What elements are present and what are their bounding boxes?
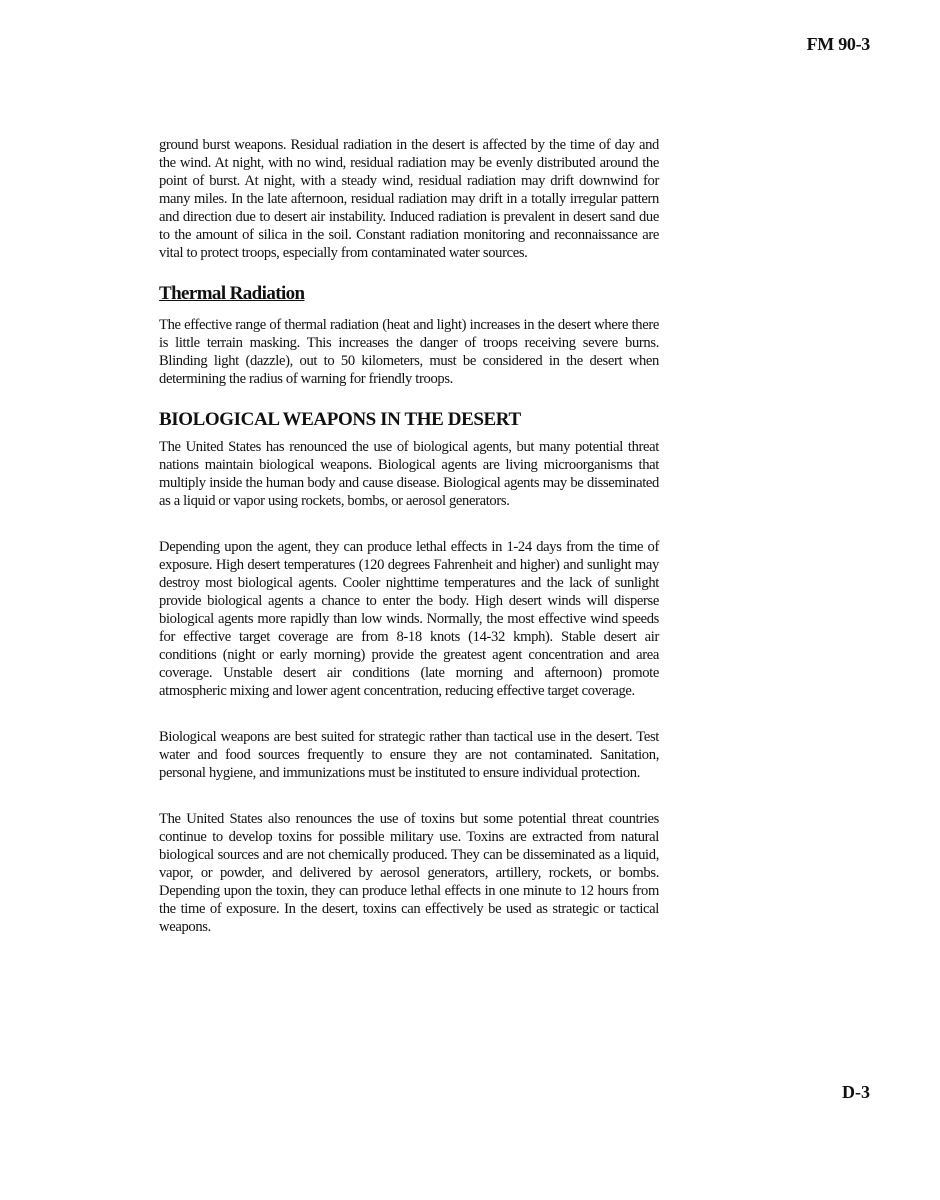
thermal-radiation-heading: Thermal Radiation [159, 283, 305, 304]
thermal-paragraph: The effective range of thermal radiation (heat and light) increases in the desert where there is little terrain masking. This increases the danger of troops receiving severe burns. Blinding light (dazzle), out to 50 kilometers, must be considered in the desert when determining the radius of warning for friendly troops. [159, 317, 659, 387]
biological-weapons-heading: BIOLOGICAL WEAPONS IN THE DESERT [159, 409, 521, 430]
document-id: FM 90-3 [806, 34, 870, 54]
spacer [159, 510, 659, 538]
bio-paragraph-3: Biological weapons are best suited for strategic rather than tactical use in the desert. Test water and food sources frequently to ensure they are not contaminated. Sanitation, personal hygiene, and immunizations must be instituted to ensure individual protection. [159, 729, 659, 781]
spacer [159, 262, 659, 282]
bio-paragraph-1: The United States has renounced the use of biological agents, but many potential threat nations maintain biological weapons. Biological agents are living microorganisms that multiply inside the human body and cause disease. Biological agents may be disseminated as a liquid or vapor using rockets, bombs, or aerosol generators. [159, 439, 659, 509]
spacer [159, 388, 659, 408]
page-number: D-3 [842, 1082, 870, 1102]
spacer [159, 782, 659, 810]
spacer [159, 700, 659, 728]
bio-paragraph-2: Depending upon the agent, they can produce lethal effects in 1-24 days from the time of exposure. High desert temperatures (120 degrees Fahrenheit and higher) and sunlight may destroy most biological agents. Cooler nighttime temperatures and the lack of sunlight provide biological agents a chance to enter the body. High desert winds will disperse biological agents more rapidly than low winds. Normally, the most effective wind speeds for effective target coverage are from 8-18 knots (14-32 kmph). Stable desert air conditions (night or early morning) provide the greatest agent concentration and area coverage. Unstable desert air conditions (late morning and afternoon) promote atmospheric mixing and lower agent concentration, reducing effective target coverage. [159, 539, 659, 699]
bio-paragraph-4: The United States also renounces the use of toxins but some potential threat countries continue to develop toxins for possible military use. Toxins are extracted from natural biological sources and are not chemically produced. They can be disseminated as a liquid, vapor, or powder, and delivered by aerosol generators, artillery, rockets, or bombs. Depending upon the toxin, they can produce lethal effects in one minute to 12 hours from the time of exposure. In the desert, toxins can effectively be used as strategic or tactical weapons. [159, 811, 659, 935]
intro-paragraph: ground burst weapons. Residual radiation in the desert is affected by the time of day and the wind. At night, with no wind, residual radiation may be evenly distributed around the point of burst. At night, with a steady wind, residual radiation may drift downwind for many miles. In the late afternoon, residual radiation may drift in a totally irregular pattern and direction due to desert air instability. Induced radiation is prevalent in desert sand due to the amount of silica in the soil. Constant radiation monitoring and reconnaissance are vital to protect troops, especially from contaminated water sources. [159, 137, 659, 261]
page-content [159, 136, 659, 936]
